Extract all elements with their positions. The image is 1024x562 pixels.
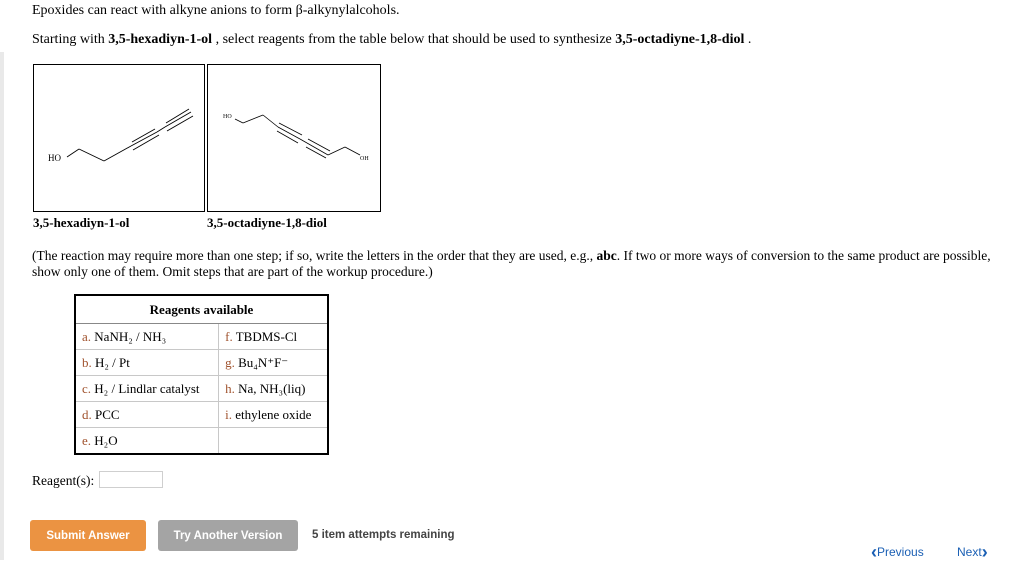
start-hydroxyl-label: HO (48, 153, 61, 163)
next-link[interactable] (957, 542, 988, 562)
table-row (75, 350, 328, 376)
bond-c1-c2 (79, 149, 104, 161)
reagent-letter: i. (225, 406, 232, 422)
start-structure-frame (33, 64, 205, 212)
page-left-rule (0, 52, 4, 560)
instructions-example: abc (596, 248, 617, 263)
reagent-g (219, 350, 328, 376)
question-prompt (32, 32, 751, 48)
target-structure-frame (207, 64, 381, 212)
target-hydroxyl-bottom-label: OH (360, 156, 369, 162)
reagent-e (75, 428, 219, 455)
reagent-letter: c. (82, 380, 92, 396)
bond-c2-c3 (104, 146, 131, 161)
reagent-a (75, 324, 219, 350)
reagent-text: H₂ / Pt (95, 354, 130, 370)
start-compound-name: 3,5-hexadiyn-1-ol (108, 32, 213, 47)
previous-label: Previous (877, 545, 924, 559)
bond-o-c1 (67, 149, 79, 157)
prompt-end: . (744, 32, 752, 47)
target-structure-caption: 3,5-octadiyne-1,8-diol (207, 215, 327, 230)
reagent-letter: h. (225, 380, 235, 396)
reagent-letter: b. (82, 354, 92, 370)
target-compound-name: 3,5-octadiyne-1,8-diol (615, 32, 745, 47)
chevron-right-icon: › (981, 542, 988, 562)
start-structure-caption: 3,5-hexadiyn-1-ol (33, 215, 130, 230)
reagents-table-header: Reagents available (75, 295, 328, 324)
try-another-version-button[interactable]: Try Another Version (158, 520, 298, 551)
reagent-c (75, 376, 219, 402)
reagent-letter: g. (225, 354, 235, 370)
chevron-left-icon: ‹ (871, 542, 877, 562)
bond-o-c1 (235, 119, 243, 123)
reagents-answer-input[interactable] (99, 471, 163, 488)
reagents-table (74, 294, 329, 455)
reagent-letter: e. (82, 432, 92, 448)
reagent-text: TBDMS-Cl (235, 328, 298, 344)
instructions-part1: (The reaction may require more than one step; if so, write the letters in the order that they are used, e.g., (32, 248, 597, 263)
reagent-f (219, 324, 328, 350)
target-structure-drawing (208, 65, 380, 211)
reagent-b (75, 350, 219, 376)
reagent-text: PCC (95, 406, 120, 422)
reagent-text: H₂O (94, 432, 118, 448)
reagent-text: H₂ / Lindlar catalyst (94, 380, 200, 396)
table-row (75, 324, 328, 350)
reagent-text: ethylene oxide (235, 406, 312, 422)
table-row (75, 376, 328, 402)
reagent-h (219, 376, 328, 402)
start-structure-drawing (34, 65, 204, 211)
reagent-i (219, 402, 328, 428)
previous-link[interactable] (871, 542, 924, 562)
reagent-text: Bu₄N⁺F⁻ (238, 354, 289, 370)
reagent-letter: f. (225, 328, 233, 344)
table-row (75, 428, 328, 455)
reagent-empty-cell (219, 428, 328, 455)
submit-answer-button[interactable]: Submit Answer (30, 520, 146, 551)
intro-text: Epoxides can react with alkyne anions to form β-alkynylalcohols. (32, 3, 400, 18)
instructions-part2: . If two or more ways of conversion to the same product are possible, show only one of them. Omit steps that are part of the workup procedure.) (32, 248, 991, 279)
instructions-note (32, 248, 992, 280)
reagent-d (75, 402, 219, 428)
prompt-prefix: Starting with (32, 32, 109, 47)
reagents-answer-label: Reagent(s): (32, 473, 95, 488)
reagent-letter: a. (82, 328, 92, 344)
prompt-middle: , select reagents from the table below that should be used to synthesize (212, 32, 616, 47)
attempts-remaining-text: 5 item attempts remaining (312, 529, 455, 541)
target-hydroxyl-top-label: HO (223, 114, 232, 120)
reagent-letter: d. (82, 406, 92, 422)
next-label: Next (957, 545, 982, 559)
reagent-text: Na, NH₃(liq) (238, 380, 306, 396)
table-row (75, 402, 328, 428)
reagent-text: NaNH₂ / NH₃ (94, 328, 167, 344)
